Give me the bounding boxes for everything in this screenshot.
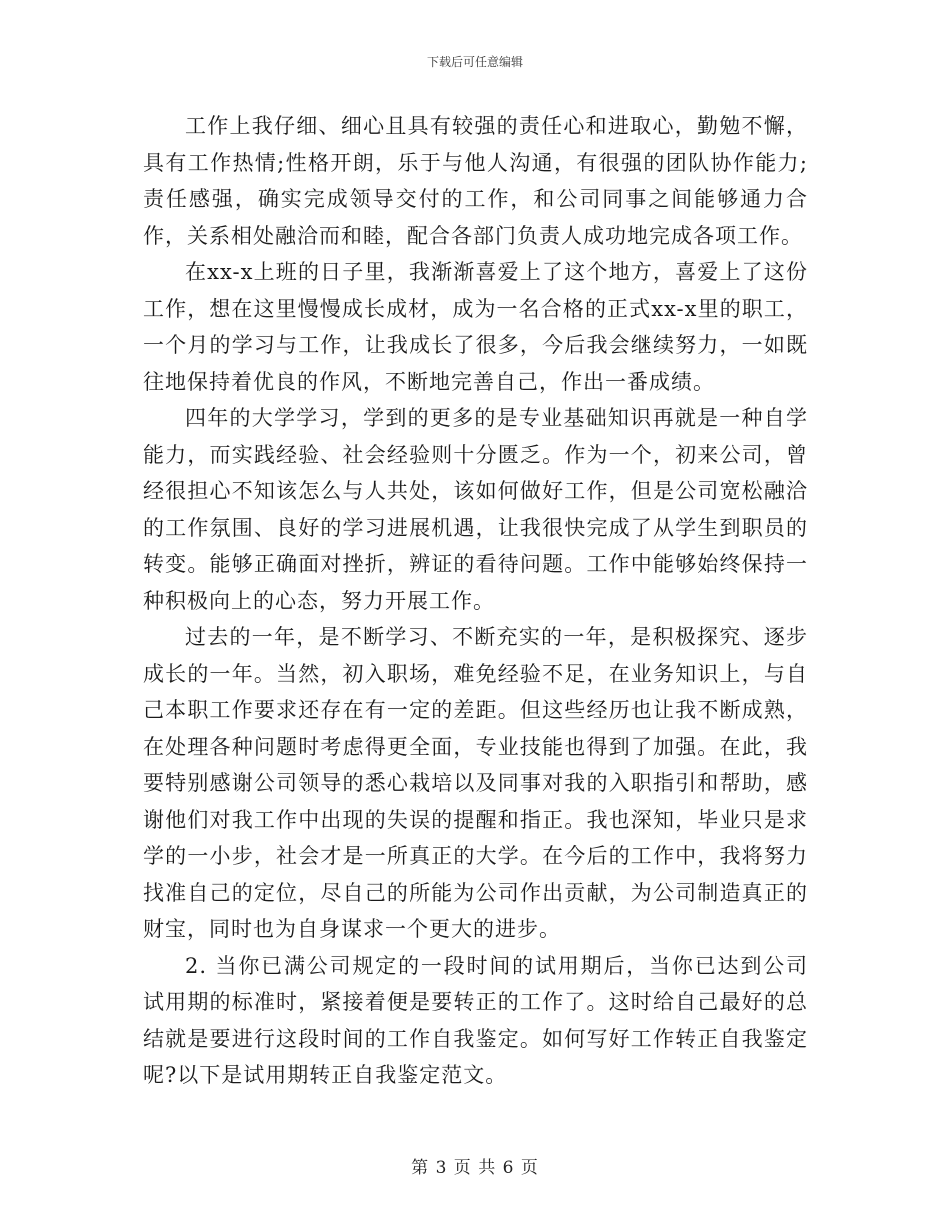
page-footer: 第 3 页 共 6 页 <box>411 1158 539 1178</box>
paragraph: 2. 当你已满公司规定的一段时间的试用期后，当你已达到公司试用期的标准时，紧接着便是要转正的工作了。这时给自己最好的总结就是要进行这段时间的工作自我鉴定。如何写好工作转正自我鉴定呢?以下是试用期转正自我鉴定范文。 <box>143 953 808 1087</box>
document-body <box>143 108 808 1094</box>
paragraph: 在xx-x上班的日子里，我渐渐喜爱上了这个地方，喜爱上了这份工作，想在这里慢慢成长成材，成为一名合格的正式xx-x里的职工，一个月的学习与工作，让我成长了很多，今后我会继续努力，一如既往地保持着优良的作风，不断地完善自己，作出一番成绩。 <box>143 260 808 394</box>
paragraph: 过去的一年，是不断学习、不断充实的一年，是积极探究、逐步成长的一年。当然，初入职场，难免经验不足，在业务知识上，与自己本职工作要求还存在有一定的差距。但这些经历也让我不断成熟，在处理各种问题时考虑得更全面，专业技能也得到了加强。在此，我要特别感谢公司领导的悉心栽培以及同事对我的入职指引和帮助，感谢他们对我工作中出现的失误的提醒和指正。我也深知，毕业只是求学的一小步，社会才是一所真正的大学。在今后的工作中，我将努力找准自己的定位，尽自己的所能为公司作出贡献，为公司制造真正的财宝，同时也为自身谋求一个更大的进步。 <box>143 625 808 941</box>
paragraph: 四年的大学学习，学到的更多的是专业基础知识再就是一种自学能力，而实践经验、社会经验则十分匮乏。作为一个，初来公司，曾经很担心不知该怎么与人共处，该如何做好工作，但是公司宽松融洽的工作氛围、良好的学习进展机遇，让我很快完成了从学生到职员的转变。能够正确面对挫折，辨证的看待问题。工作中能够始终保持一种积极向上的心态，努力开展工作。 <box>143 406 808 613</box>
page-header: 下载后可任意编辑 <box>426 55 523 69</box>
paragraph: 工作上我仔细、细心且具有较强的责任心和进取心，勤勉不懈，具有工作热情;性格开朗，乐于与他人沟通，有很强的团队协作能力;责任感强，确实完成领导交付的工作，和公司同事之间能够通力合作，关系相处融洽而和睦，配合各部门负责人成功地完成各项工作。 <box>143 114 808 248</box>
